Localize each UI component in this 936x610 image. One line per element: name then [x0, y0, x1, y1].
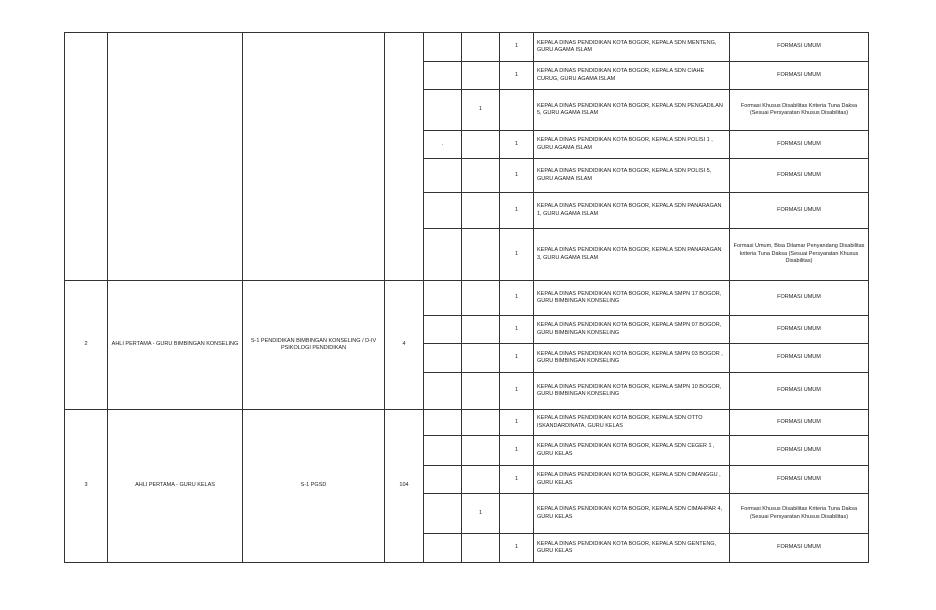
unit-kerja-cell: KEPALA DINAS PENDIDIKAN KOTA BOGOR, KEPALA SDN PANARAGAN 3, GURU AGAMA ISLAM — [534, 229, 730, 281]
blank-cell — [424, 33, 462, 62]
vacancy-cell-a: 1 — [462, 494, 500, 534]
blank-cell — [424, 436, 462, 466]
keterangan-cell: FORMASI UMUM — [730, 436, 869, 466]
vacancy-cell-a — [462, 281, 500, 316]
unit-kerja-cell: KEPALA DINAS PENDIDIKAN KOTA BOGOR, KEPALA SMPN 07 BOGOR, GURU BIMBINGAN KONSELING — [534, 316, 730, 344]
vacancy-cell-b: 1 — [500, 131, 534, 159]
vacancy-cell-b — [500, 90, 534, 131]
vacancy-cell-b: 1 — [500, 281, 534, 316]
unit-kerja-cell: KEPALA DINAS PENDIDIKAN KOTA BOGOR, KEPALA SDN CIMANGGU , GURU KELAS — [534, 466, 730, 494]
vacancy-cell-a — [462, 193, 500, 229]
keterangan-cell: FORMASI UMUM — [730, 159, 869, 193]
vacancy-cell-b: 1 — [500, 373, 534, 410]
unit-kerja-cell: KEPALA DINAS PENDIDIKAN KOTA BOGOR, KEPALA SDN PENGADILAN 5, GURU AGAMA ISLAM — [534, 90, 730, 131]
stray-mark-cell: . — [424, 131, 462, 159]
vacancy-cell-a — [462, 466, 500, 494]
jabatan-cell: AHLI PERTAMA - GURU KELAS — [108, 410, 243, 563]
vacancy-cell-b: 1 — [500, 534, 534, 563]
unit-kerja-cell: KEPALA DINAS PENDIDIKAN KOTA BOGOR, KEPALA SMPN 10 BOGOR, GURU BIMBINGAN KONSELING — [534, 373, 730, 410]
jumlah-cell — [385, 33, 424, 281]
blank-cell — [424, 466, 462, 494]
jumlah-cell: 104 — [385, 410, 424, 563]
vacancy-cell-a — [462, 62, 500, 90]
unit-kerja-cell: KEPALA DINAS PENDIDIKAN KOTA BOGOR, KEPALA SDN CEGER 1 , GURU KELAS — [534, 436, 730, 466]
unit-kerja-cell: KEPALA DINAS PENDIDIKAN KOTA BOGOR, KEPALA SDN GENTENG, GURU KELAS — [534, 534, 730, 563]
vacancy-cell-a — [462, 229, 500, 281]
row-number-cell: 3 — [65, 410, 108, 563]
blank-cell — [424, 534, 462, 563]
kualifikasi-cell — [243, 33, 385, 281]
vacancy-cell-b: 1 — [500, 316, 534, 344]
unit-kerja-cell: KEPALA DINAS PENDIDIKAN KOTA BOGOR, KEPALA SDN OTTO ISKANDARDINATA, GURU KELAS — [534, 410, 730, 436]
vacancy-cell-b: 1 — [500, 436, 534, 466]
keterangan-cell: Formasi Khusus Disabilitas Kriteria Tuna Daksa (Sesuai Persyaratan Khusus Disabilitas) — [730, 494, 869, 534]
unit-kerja-cell: KEPALA DINAS PENDIDIKAN KOTA BOGOR, KEPALA SDN MENTENG, GURU AGAMA ISLAM — [534, 33, 730, 62]
vacancy-cell-b: 1 — [500, 410, 534, 436]
blank-cell — [424, 90, 462, 131]
vacancy-cell-b: 1 — [500, 229, 534, 281]
keterangan-cell: FORMASI UMUM — [730, 373, 869, 410]
blank-cell — [424, 316, 462, 344]
vacancy-cell-a — [462, 159, 500, 193]
keterangan-cell: Formasi Umum, Bisa Dilamar Penyandang Disabilitas kriteria Tuna Daksa (Sesuai Persyaratan Khusus Disabilitas) — [730, 229, 869, 281]
unit-kerja-cell: KEPALA DINAS PENDIDIKAN KOTA BOGOR, KEPALA SMPN 03 BOGOR , GURU BIMBINGAN KONSELING — [534, 344, 730, 373]
vacancy-cell-b: 1 — [500, 62, 534, 90]
keterangan-cell: FORMASI UMUM — [730, 344, 869, 373]
vacancy-cell-a — [462, 131, 500, 159]
keterangan-cell: FORMASI UMUM — [730, 193, 869, 229]
vacancy-cell-b: 1 — [500, 193, 534, 229]
jabatan-cell — [108, 33, 243, 281]
row-number-cell: 2 — [65, 281, 108, 410]
vacancy-cell-a — [462, 436, 500, 466]
blank-cell — [424, 373, 462, 410]
keterangan-cell: FORMASI UMUM — [730, 534, 869, 563]
keterangan-cell: FORMASI UMUM — [730, 33, 869, 62]
keterangan-cell: Formasi Khusus Disabilitas Kriteria Tuna Daksa (Sesuai Persyaratan Khusus Disabilitas) — [730, 90, 869, 131]
unit-kerja-cell: KEPALA DINAS PENDIDIKAN KOTA BOGOR, KEPALA SDN POLISI 5, GURU AGAMA ISLAM — [534, 159, 730, 193]
vacancy-cell-b: 1 — [500, 159, 534, 193]
jumlah-cell: 4 — [385, 281, 424, 410]
keterangan-cell: FORMASI UMUM — [730, 131, 869, 159]
blank-cell — [424, 193, 462, 229]
keterangan-cell: FORMASI UMUM — [730, 281, 869, 316]
blank-cell — [424, 281, 462, 316]
vacancy-cell-a: 1 — [462, 90, 500, 131]
formasi-table — [64, 32, 869, 563]
unit-kerja-cell: KEPALA DINAS PENDIDIKAN KOTA BOGOR, KEPALA SDN CIAHE CURUG, GURU AGAMA ISLAM — [534, 62, 730, 90]
vacancy-cell-b: 1 — [500, 33, 534, 62]
unit-kerja-cell: KEPALA DINAS PENDIDIKAN KOTA BOGOR, KEPALA SDN CIMAHPAR 4, GURU KELAS — [534, 494, 730, 534]
vacancy-cell-a — [462, 534, 500, 563]
blank-cell — [424, 229, 462, 281]
unit-kerja-cell: KEPALA DINAS PENDIDIKAN KOTA BOGOR, KEPALA SDN PANARAGAN 1, GURU AGAMA ISLAM — [534, 193, 730, 229]
unit-kerja-cell: KEPALA DINAS PENDIDIKAN KOTA BOGOR, KEPALA SMPN 17 BOGOR, GURU BIMBINGAN KONSELING — [534, 281, 730, 316]
blank-cell — [424, 494, 462, 534]
blank-cell — [424, 62, 462, 90]
vacancy-cell-a — [462, 316, 500, 344]
table-row — [65, 33, 869, 62]
kualifikasi-cell: S-1 PENDIDIKAN BIMBINGAN KONSELING / D-IV PSIKOLOGI PENDIDIKAN — [243, 281, 385, 410]
keterangan-cell: FORMASI UMUM — [730, 410, 869, 436]
keterangan-cell: FORMASI UMUM — [730, 316, 869, 344]
blank-cell — [424, 344, 462, 373]
jabatan-cell: AHLI PERTAMA - GURU BIMBINGAN KONSELING — [108, 281, 243, 410]
vacancy-cell-a — [462, 33, 500, 62]
table-row — [65, 281, 869, 316]
blank-cell — [424, 159, 462, 193]
vacancy-cell-a — [462, 373, 500, 410]
row-number-cell — [65, 33, 108, 281]
table-row — [65, 410, 869, 436]
keterangan-cell: FORMASI UMUM — [730, 466, 869, 494]
kualifikasi-cell: S-1 PGSD — [243, 410, 385, 563]
vacancy-cell-a — [462, 410, 500, 436]
vacancy-cell-b — [500, 494, 534, 534]
vacancy-cell-b: 1 — [500, 344, 534, 373]
vacancy-cell-a — [462, 344, 500, 373]
blank-cell — [424, 410, 462, 436]
unit-kerja-cell: KEPALA DINAS PENDIDIKAN KOTA BOGOR, KEPALA SDN POLISI 1 , GURU AGAMA ISLAM — [534, 131, 730, 159]
keterangan-cell: FORMASI UMUM — [730, 62, 869, 90]
vacancy-cell-b: 1 — [500, 466, 534, 494]
